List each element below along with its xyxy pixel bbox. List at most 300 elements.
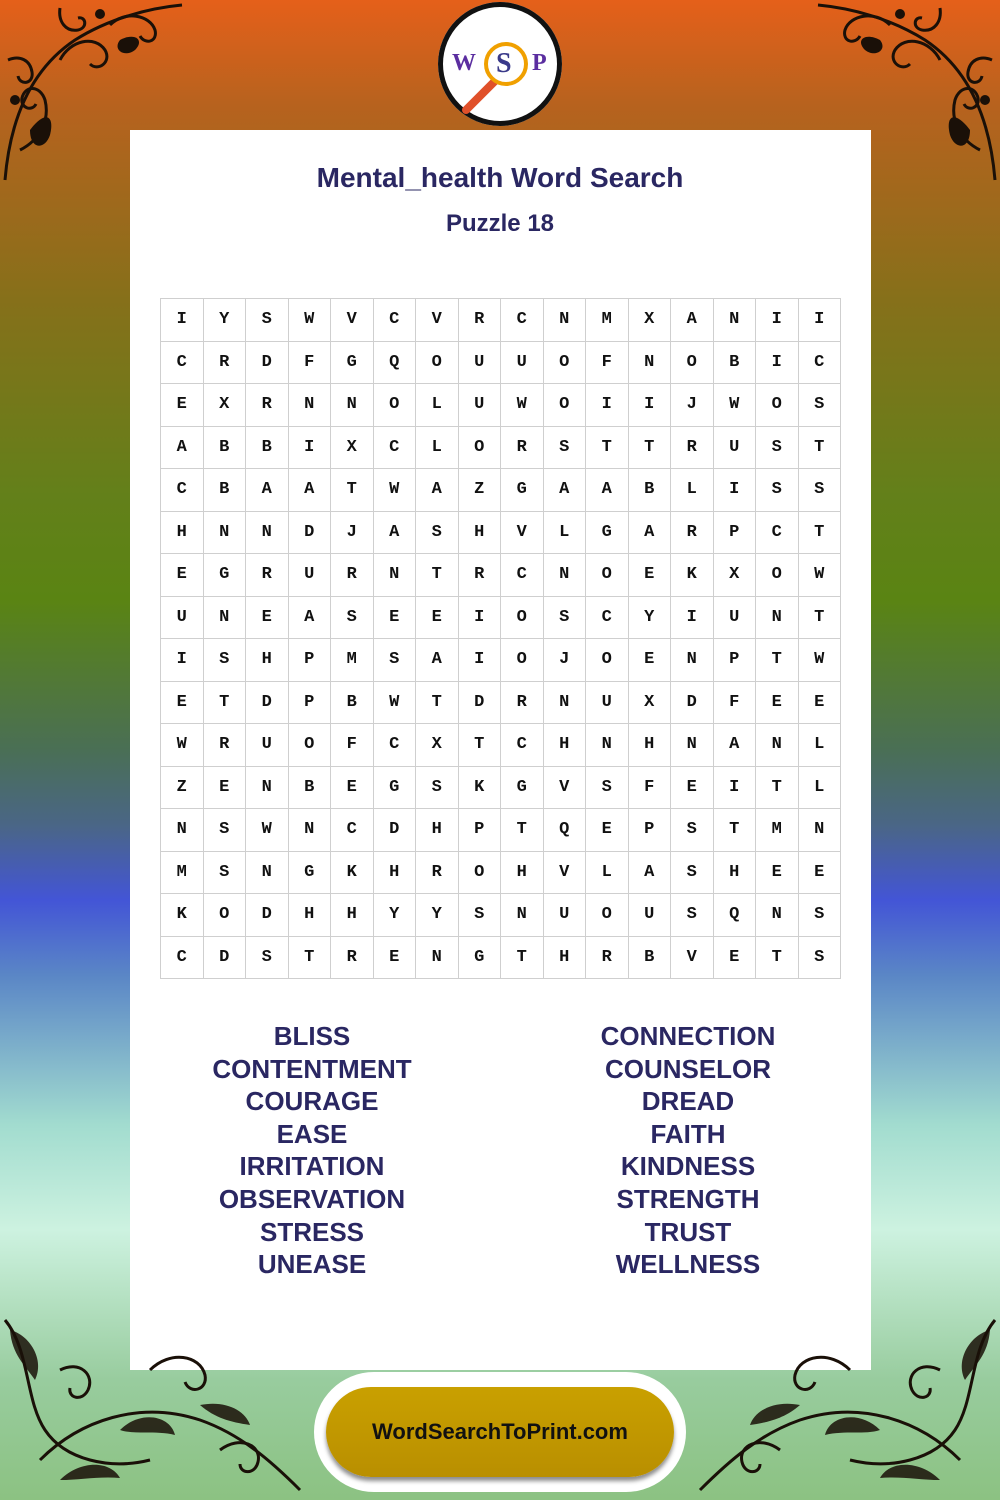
grid-cell[interactable]: G	[458, 936, 501, 979]
word-item: CONNECTION	[600, 1021, 776, 1051]
grid-cell[interactable]: S	[203, 639, 246, 682]
word-item: FAITH	[650, 1118, 726, 1149]
grid-cell[interactable]: M	[586, 299, 629, 342]
grid-cell[interactable]: F	[586, 341, 629, 384]
grid-cell[interactable]: N	[756, 724, 799, 767]
grid-cell[interactable]: S	[246, 299, 289, 342]
grid-cell[interactable]: S	[203, 809, 246, 852]
logo-letter-s: S	[496, 48, 512, 79]
grid-cell[interactable]: I	[628, 384, 671, 427]
grid-cell[interactable]: H	[628, 724, 671, 767]
grid-cell[interactable]: T	[756, 936, 799, 979]
grid-cell[interactable]: B	[628, 936, 671, 979]
word-item: CONTENTMENT	[212, 1053, 412, 1084]
grid-cell[interactable]: L	[543, 511, 586, 554]
grid-cell[interactable]: P	[628, 809, 671, 852]
grid-cell[interactable]: M	[161, 851, 204, 894]
grid-cell[interactable]: R	[671, 511, 714, 554]
grid-cell[interactable]: X	[628, 299, 671, 342]
grid-cell[interactable]: T	[628, 426, 671, 469]
grid-cell[interactable]: D	[671, 681, 714, 724]
puzzle-number: Puzzle 18	[445, 210, 555, 237]
grid-cell[interactable]: E	[373, 596, 416, 639]
grid-cell[interactable]: U	[713, 596, 756, 639]
grid-cell[interactable]: A	[161, 426, 204, 469]
grid-cell[interactable]: N	[798, 809, 841, 852]
grid-cell[interactable]: T	[416, 554, 459, 597]
grid-cell[interactable]: N	[373, 554, 416, 597]
grid-cell[interactable]: R	[501, 681, 544, 724]
grid-cell[interactable]: C	[161, 341, 204, 384]
grid-cell[interactable]: E	[671, 766, 714, 809]
grid-cell[interactable]: R	[203, 724, 246, 767]
grid-cell[interactable]: N	[756, 894, 799, 937]
grid-cell[interactable]: H	[543, 936, 586, 979]
wsp-logo[interactable]	[438, 2, 562, 126]
grid-cell[interactable]: P	[458, 809, 501, 852]
grid-cell[interactable]: I	[586, 384, 629, 427]
grid-cell[interactable]: W	[798, 639, 841, 682]
word-list-left	[162, 1020, 462, 1281]
grid-cell[interactable]: W	[501, 384, 544, 427]
grid-row	[161, 724, 841, 767]
grid-row	[161, 894, 841, 937]
grid-cell[interactable]: W	[288, 299, 331, 342]
grid-cell[interactable]: A	[288, 596, 331, 639]
grid-cell[interactable]: P	[288, 639, 331, 682]
grid-cell[interactable]: G	[373, 766, 416, 809]
grid-cell[interactable]: N	[756, 596, 799, 639]
grid-cell[interactable]: Q	[373, 341, 416, 384]
grid-cell[interactable]: R	[671, 426, 714, 469]
grid-cell[interactable]: I	[161, 639, 204, 682]
grid-cell[interactable]: S	[798, 384, 841, 427]
grid-cell[interactable]: O	[416, 341, 459, 384]
grid-row	[161, 596, 841, 639]
grid-cell[interactable]: O	[756, 554, 799, 597]
grid-cell[interactable]: V	[501, 511, 544, 554]
grid-cell[interactable]: D	[246, 681, 289, 724]
word-item: TRUST	[644, 1216, 732, 1247]
grid-cell[interactable]: C	[756, 511, 799, 554]
grid-cell[interactable]: B	[713, 341, 756, 384]
grid-cell[interactable]: O	[501, 596, 544, 639]
grid-cell[interactable]: I	[713, 469, 756, 512]
grid-cell[interactable]: T	[288, 936, 331, 979]
grid-cell[interactable]: O	[203, 894, 246, 937]
grid-cell[interactable]: K	[331, 851, 374, 894]
grid-cell[interactable]: L	[416, 426, 459, 469]
grid-cell[interactable]: E	[756, 681, 799, 724]
grid-cell[interactable]: E	[628, 554, 671, 597]
grid-cell[interactable]: I	[798, 299, 841, 342]
grid-cell[interactable]: S	[671, 851, 714, 894]
grid-row	[161, 341, 841, 384]
grid-cell[interactable]: C	[373, 299, 416, 342]
grid-row	[161, 851, 841, 894]
grid-cell[interactable]: C	[586, 596, 629, 639]
grid-cell[interactable]: T	[501, 809, 544, 852]
grid-cell[interactable]: O	[373, 384, 416, 427]
word-item: KINDNESS	[620, 1151, 756, 1182]
grid-cell[interactable]: A	[373, 511, 416, 554]
grid-cell[interactable]: S	[756, 469, 799, 512]
grid-cell[interactable]: W	[373, 469, 416, 512]
ornament-bottom-right	[680, 1310, 1000, 1500]
grid-cell[interactable]: V	[671, 936, 714, 979]
grid-cell[interactable]: I	[288, 426, 331, 469]
grid-cell[interactable]: N	[586, 724, 629, 767]
grid-cell[interactable]: O	[756, 384, 799, 427]
grid-cell[interactable]: A	[288, 469, 331, 512]
grid-cell[interactable]: K	[458, 766, 501, 809]
grid-cell[interactable]: U	[628, 894, 671, 937]
grid-cell[interactable]: B	[246, 426, 289, 469]
grid-cell[interactable]: N	[246, 511, 289, 554]
grid-cell[interactable]: A	[416, 639, 459, 682]
grid-cell[interactable]: H	[288, 894, 331, 937]
grid-cell[interactable]: C	[501, 724, 544, 767]
grid-cell[interactable]: E	[628, 639, 671, 682]
grid-cell[interactable]: T	[586, 426, 629, 469]
grid-cell[interactable]: A	[628, 851, 671, 894]
grid-cell[interactable]: X	[203, 384, 246, 427]
grid-row	[161, 299, 841, 342]
grid-cell[interactable]: F	[713, 681, 756, 724]
logo-letter-w: W	[452, 50, 476, 76]
grid-cell[interactable]: N	[203, 596, 246, 639]
grid-cell[interactable]: K	[671, 554, 714, 597]
grid-cell[interactable]: D	[203, 936, 246, 979]
grid-cell[interactable]: O	[543, 384, 586, 427]
grid-cell[interactable]: E	[416, 596, 459, 639]
grid-cell[interactable]: N	[288, 809, 331, 852]
grid-cell[interactable]: A	[586, 469, 629, 512]
grid-cell[interactable]: E	[161, 384, 204, 427]
grid-cell[interactable]: O	[458, 851, 501, 894]
grid-row	[161, 426, 841, 469]
grid-cell[interactable]: X	[713, 554, 756, 597]
grid-cell[interactable]: Z	[458, 469, 501, 512]
grid-cell[interactable]: H	[458, 511, 501, 554]
grid-cell[interactable]: N	[501, 894, 544, 937]
grid-row	[161, 469, 841, 512]
grid-cell[interactable]: R	[331, 936, 374, 979]
grid-cell[interactable]: O	[458, 426, 501, 469]
grid-cell[interactable]: S	[246, 936, 289, 979]
grid-cell[interactable]: B	[203, 469, 246, 512]
grid-cell[interactable]: H	[713, 851, 756, 894]
grid-cell[interactable]: H	[416, 809, 459, 852]
grid-cell[interactable]: I	[756, 341, 799, 384]
grid-cell[interactable]: U	[713, 426, 756, 469]
grid-cell[interactable]: Q	[543, 809, 586, 852]
grid-cell[interactable]: R	[458, 299, 501, 342]
grid-cell[interactable]: N	[671, 724, 714, 767]
grid-cell[interactable]: N	[246, 851, 289, 894]
grid-cell[interactable]: R	[246, 384, 289, 427]
grid-cell[interactable]: L	[798, 724, 841, 767]
grid-cell[interactable]: S	[798, 936, 841, 979]
grid-cell[interactable]: S	[331, 596, 374, 639]
grid-cell[interactable]: H	[543, 724, 586, 767]
word-item: EASE	[276, 1118, 348, 1149]
grid-cell[interactable]: N	[203, 511, 246, 554]
grid-cell[interactable]: N	[671, 639, 714, 682]
grid-cell[interactable]: C	[373, 426, 416, 469]
grid-cell[interactable]: S	[756, 426, 799, 469]
grid-cell[interactable]: W	[713, 384, 756, 427]
grid-cell[interactable]: G	[203, 554, 246, 597]
grid-cell[interactable]: V	[416, 299, 459, 342]
grid-cell[interactable]: Y	[373, 894, 416, 937]
grid-cell[interactable]: S	[543, 596, 586, 639]
word-item: BLISS	[273, 1021, 351, 1051]
letter-grid[interactable]	[160, 298, 841, 979]
grid-cell[interactable]: N	[161, 809, 204, 852]
grid-cell[interactable]: I	[458, 596, 501, 639]
grid-cell[interactable]: H	[373, 851, 416, 894]
grid-cell[interactable]: N	[713, 299, 756, 342]
grid-cell[interactable]: D	[246, 894, 289, 937]
grid-cell[interactable]: C	[501, 299, 544, 342]
grid-cell[interactable]: Y	[628, 596, 671, 639]
grid-row	[161, 809, 841, 852]
grid-cell[interactable]: P	[713, 639, 756, 682]
grid-cell[interactable]: B	[288, 766, 331, 809]
grid-cell[interactable]: H	[501, 851, 544, 894]
grid-row	[161, 511, 841, 554]
grid-cell[interactable]: L	[798, 766, 841, 809]
grid-cell[interactable]: A	[543, 469, 586, 512]
grid-row	[161, 766, 841, 809]
grid-cell[interactable]: I	[756, 299, 799, 342]
grid-cell[interactable]: T	[501, 936, 544, 979]
grid-cell[interactable]: E	[373, 936, 416, 979]
grid-cell[interactable]: E	[246, 596, 289, 639]
grid-row	[161, 639, 841, 682]
grid-cell[interactable]: U	[458, 341, 501, 384]
grid-cell[interactable]: P	[288, 681, 331, 724]
grid-cell[interactable]: A	[416, 469, 459, 512]
grid-cell[interactable]: D	[288, 511, 331, 554]
grid-cell[interactable]: O	[501, 639, 544, 682]
grid-cell[interactable]: W	[161, 724, 204, 767]
grid-cell[interactable]: A	[628, 511, 671, 554]
grid-cell[interactable]: M	[331, 639, 374, 682]
grid-row	[161, 384, 841, 427]
word-item: WELLNESS	[615, 1249, 761, 1280]
grid-cell[interactable]: G	[288, 851, 331, 894]
grid-cell[interactable]: S	[798, 894, 841, 937]
grid-cell[interactable]: R	[246, 554, 289, 597]
grid-cell[interactable]: J	[671, 384, 714, 427]
grid-cell[interactable]: E	[203, 766, 246, 809]
grid-cell[interactable]: N	[288, 384, 331, 427]
grid-cell[interactable]: T	[458, 724, 501, 767]
grid-cell[interactable]: N	[416, 936, 459, 979]
word-item: IRRITATION	[239, 1151, 385, 1182]
grid-cell[interactable]: A	[671, 299, 714, 342]
grid-cell[interactable]: H	[331, 894, 374, 937]
grid-cell[interactable]: L	[586, 851, 629, 894]
grid-cell[interactable]: K	[161, 894, 204, 937]
grid-cell[interactable]: U	[586, 681, 629, 724]
grid-cell[interactable]: S	[543, 426, 586, 469]
grid-cell[interactable]: G	[331, 341, 374, 384]
grid-cell[interactable]: S	[373, 639, 416, 682]
grid-cell[interactable]: O	[586, 554, 629, 597]
grid-cell[interactable]: R	[331, 554, 374, 597]
grid-cell[interactable]: Z	[161, 766, 204, 809]
grid-cell[interactable]: L	[671, 469, 714, 512]
word-item: DREAD	[641, 1086, 735, 1117]
grid-cell[interactable]: T	[713, 809, 756, 852]
grid-cell[interactable]: N	[543, 681, 586, 724]
grid-cell[interactable]: T	[331, 469, 374, 512]
grid-cell[interactable]: T	[203, 681, 246, 724]
grid-cell[interactable]: H	[246, 639, 289, 682]
grid-cell[interactable]: S	[671, 809, 714, 852]
grid-cell[interactable]: F	[288, 341, 331, 384]
grid-cell[interactable]: R	[586, 936, 629, 979]
grid-cell[interactable]: X	[628, 681, 671, 724]
grid-cell[interactable]: E	[331, 766, 374, 809]
grid-cell[interactable]: V	[543, 851, 586, 894]
logo-letter-p: P	[532, 50, 547, 76]
grid-cell[interactable]: F	[628, 766, 671, 809]
grid-cell[interactable]: S	[798, 469, 841, 512]
grid-cell[interactable]: U	[246, 724, 289, 767]
grid-cell[interactable]: T	[798, 426, 841, 469]
grid-cell[interactable]: R	[458, 554, 501, 597]
grid-cell[interactable]: C	[798, 341, 841, 384]
grid-cell[interactable]: U	[288, 554, 331, 597]
grid-cell[interactable]: I	[671, 596, 714, 639]
grid-cell[interactable]: E	[161, 681, 204, 724]
grid-cell[interactable]: G	[586, 511, 629, 554]
word-item: STRESS	[259, 1216, 365, 1247]
grid-cell[interactable]: U	[543, 894, 586, 937]
grid-cell[interactable]: S	[671, 894, 714, 937]
ornament-bottom-left	[0, 1310, 320, 1500]
grid-cell[interactable]: E	[586, 809, 629, 852]
grid-cell[interactable]: E	[713, 936, 756, 979]
grid-cell[interactable]: V	[331, 299, 374, 342]
grid-cell[interactable]: S	[416, 766, 459, 809]
grid-cell[interactable]: Y	[416, 894, 459, 937]
grid-cell[interactable]: A	[713, 724, 756, 767]
grid-cell[interactable]: A	[246, 469, 289, 512]
word-item: COURAGE	[245, 1086, 379, 1117]
grid-cell[interactable]: D	[246, 341, 289, 384]
grid-cell[interactable]: H	[161, 511, 204, 554]
grid-cell[interactable]: E	[756, 851, 799, 894]
grid-row	[161, 936, 841, 979]
grid-cell[interactable]: B	[628, 469, 671, 512]
grid-row	[161, 554, 841, 597]
grid-cell[interactable]: T	[756, 639, 799, 682]
grid-cell[interactable]: U	[161, 596, 204, 639]
grid-cell[interactable]: O	[586, 894, 629, 937]
grid-cell[interactable]: S	[203, 851, 246, 894]
grid-cell[interactable]: J	[331, 511, 374, 554]
word-list-right	[538, 1020, 838, 1281]
grid-cell[interactable]: N	[543, 554, 586, 597]
grid-cell[interactable]: C	[501, 554, 544, 597]
grid-cell[interactable]: W	[246, 809, 289, 852]
grid-cell[interactable]: D	[458, 681, 501, 724]
grid-cell[interactable]: J	[543, 639, 586, 682]
grid-cell[interactable]: R	[203, 341, 246, 384]
page-title: Mental_health Word Search	[316, 162, 684, 193]
grid-cell[interactable]: E	[798, 681, 841, 724]
grid-cell[interactable]: S	[458, 894, 501, 937]
grid-cell[interactable]: B	[331, 681, 374, 724]
grid-row	[161, 681, 841, 724]
website-link-button[interactable]: WordSearchToPrint.com	[326, 1387, 674, 1477]
grid-cell[interactable]: G	[501, 469, 544, 512]
grid-cell[interactable]: L	[416, 384, 459, 427]
grid-cell[interactable]: O	[586, 639, 629, 682]
grid-cell[interactable]: W	[373, 681, 416, 724]
grid-cell[interactable]: T	[798, 596, 841, 639]
grid-cell[interactable]: O	[671, 341, 714, 384]
grid-cell[interactable]: O	[288, 724, 331, 767]
grid-cell[interactable]: W	[798, 554, 841, 597]
grid-cell[interactable]: M	[756, 809, 799, 852]
grid-cell[interactable]: V	[543, 766, 586, 809]
grid-cell[interactable]: I	[161, 299, 204, 342]
word-item: UNEASE	[257, 1249, 367, 1280]
grid-cell[interactable]: O	[543, 341, 586, 384]
grid-cell[interactable]: I	[713, 766, 756, 809]
grid-cell[interactable]: R	[416, 851, 459, 894]
grid-cell[interactable]: S	[586, 766, 629, 809]
grid-cell[interactable]: N	[246, 766, 289, 809]
grid-cell[interactable]: C	[373, 724, 416, 767]
grid-cell[interactable]: N	[543, 299, 586, 342]
grid-cell[interactable]: T	[756, 766, 799, 809]
word-item: STRENGTH	[616, 1183, 760, 1214]
grid-cell[interactable]: X	[416, 724, 459, 767]
grid-cell[interactable]: E	[798, 851, 841, 894]
grid-cell[interactable]: S	[416, 511, 459, 554]
grid-cell[interactable]: R	[501, 426, 544, 469]
grid-cell[interactable]: F	[331, 724, 374, 767]
grid-cell[interactable]: C	[161, 469, 204, 512]
grid-cell[interactable]: U	[458, 384, 501, 427]
grid-cell[interactable]: Y	[203, 299, 246, 342]
word-item: OBSERVATION	[218, 1183, 406, 1214]
grid-cell[interactable]: P	[713, 511, 756, 554]
grid-cell[interactable]: I	[458, 639, 501, 682]
grid-cell[interactable]: T	[416, 681, 459, 724]
grid-cell[interactable]: Q	[713, 894, 756, 937]
grid-cell[interactable]: N	[628, 341, 671, 384]
grid-cell[interactable]: T	[798, 511, 841, 554]
grid-cell[interactable]: N	[331, 384, 374, 427]
word-item: COUNSELOR	[604, 1053, 772, 1084]
grid-cell[interactable]: C	[331, 809, 374, 852]
grid-cell[interactable]: X	[331, 426, 374, 469]
grid-cell[interactable]: G	[501, 766, 544, 809]
grid-cell[interactable]: U	[501, 341, 544, 384]
grid-cell[interactable]: C	[161, 936, 204, 979]
grid-cell[interactable]: D	[373, 809, 416, 852]
grid-cell[interactable]: E	[161, 554, 204, 597]
grid-cell[interactable]: B	[203, 426, 246, 469]
